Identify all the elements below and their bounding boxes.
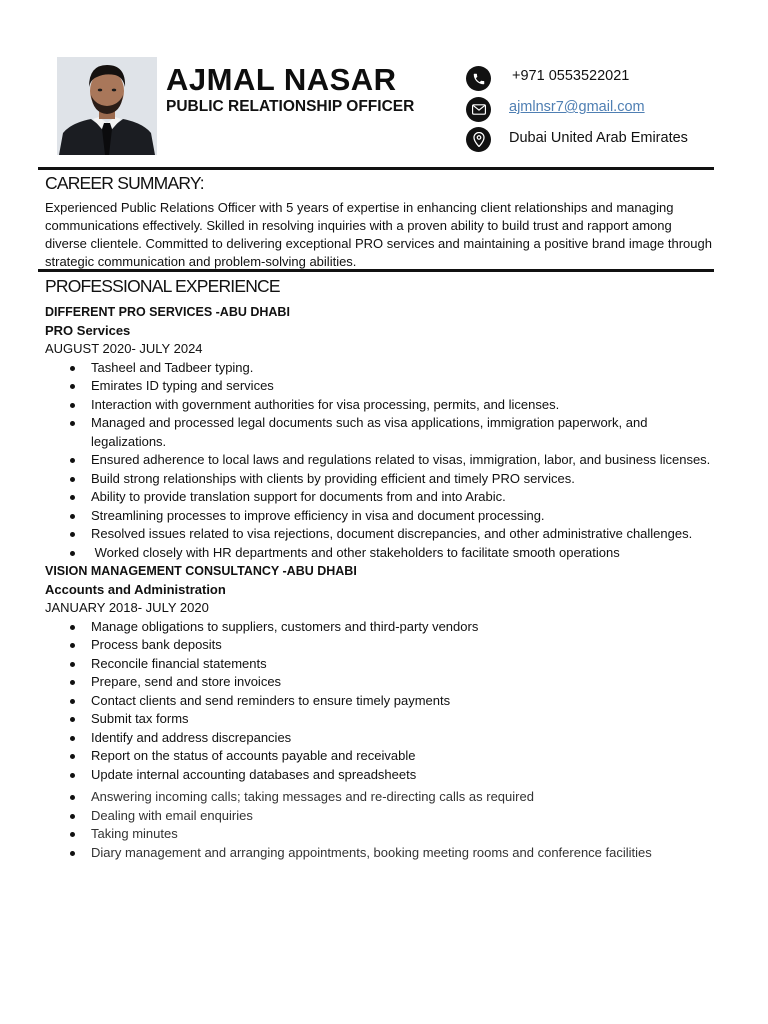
list-item: Update internal accounting databases and spreadsheets (45, 766, 725, 785)
list-item: Build strong relationships with clients by providing efficient and timely PRO services. (45, 470, 725, 489)
list-item: Process bank deposits (45, 636, 725, 655)
job-extra-duties-list (45, 788, 725, 862)
list-item: Emirates ID typing and services (45, 377, 725, 396)
email-link[interactable]: ajmlnsr7@gmail.com (509, 99, 645, 115)
list-item: Streamlining processes to improve efficiency in visa and document processing. (45, 507, 725, 526)
experience-heading: PROFESSIONAL EXPERIENCE (45, 276, 280, 296)
job-dates: JANUARY 2018- JULY 2020 (45, 600, 209, 615)
header-divider (38, 167, 714, 170)
list-item: Report on the status of accounts payable and receivable (45, 747, 725, 766)
list-item: Identify and address discrepancies (45, 729, 725, 748)
candidate-title: PUBLIC RELATIONSHIP OFFICER (166, 98, 415, 115)
experience-section (45, 303, 725, 862)
job-role: PRO Services (45, 322, 131, 338)
job-role: Accounts and Administration (45, 581, 226, 597)
list-item: Manage obligations to suppliers, customers and third-party vendors (45, 618, 725, 637)
phone-number: +971 0553522021 (512, 68, 630, 84)
mail-icon (466, 97, 491, 122)
list-item: Submit tax forms (45, 710, 725, 729)
list-item: Dealing with email enquiries (45, 807, 725, 826)
job-duties-list (45, 618, 725, 785)
list-item: Managed and processed legal documents such as visa applications, immigration paperwork, and legalizations. (45, 414, 725, 451)
phone-icon (466, 66, 491, 91)
job-duties-list (45, 359, 725, 563)
list-item: Reconcile financial statements (45, 655, 725, 674)
list-item: Ability to provide translation support for documents from and into Arabic. (45, 488, 725, 507)
job-entry (45, 303, 725, 562)
summary-divider (38, 269, 714, 272)
job-company: DIFFERENT PRO SERVICES -ABU DHABI (45, 305, 290, 319)
career-summary-heading: CAREER SUMMARY: (45, 173, 204, 193)
list-item: Prepare, send and store invoices (45, 673, 725, 692)
list-item: Answering incoming calls; taking messages and re-directing calls as required (45, 788, 725, 807)
job-dates: AUGUST 2020- JULY 2024 (45, 341, 203, 356)
location-text: Dubai United Arab Emirates (509, 130, 688, 146)
list-item: Interaction with government authorities for visa processing, permits, and licenses. (45, 396, 725, 415)
list-item: Taking minutes (45, 825, 725, 844)
job-entry (45, 562, 725, 862)
list-item: Tasheel and Tadbeer typing. (45, 359, 725, 378)
location-pin-icon (466, 127, 491, 152)
candidate-name: AJMAL NASAR (166, 62, 397, 97)
career-summary-text: Experienced Public Relations Officer with 5 years of expertise in enhancing client relationships and managing communications effectively. Skilled in resolving inquiries with a proven ability to build trust and rapport among diverse clientele. Committed to delivering exceptional PRO services and maintaining a positive brand image through strategic communication and problem-solving abilities. (45, 200, 712, 269)
list-item: Worked closely with HR departments and other stakeholders to facilitate smooth operations (45, 544, 725, 563)
list-item: Diary management and arranging appointments, booking meeting rooms and conference facilities (45, 844, 725, 863)
job-company: VISION MANAGEMENT CONSULTANCY -ABU DHABI (45, 564, 357, 578)
list-item: Contact clients and send reminders to ensure timely payments (45, 692, 725, 711)
person-portrait-icon (57, 57, 157, 155)
list-item: Ensured adherence to local laws and regulations related to visas, immigration, labor, and business licenses. (45, 451, 725, 470)
list-item: Resolved issues related to visa rejections, document discrepancies, and other administrative challenges. (45, 525, 725, 544)
profile-photo (57, 57, 157, 155)
